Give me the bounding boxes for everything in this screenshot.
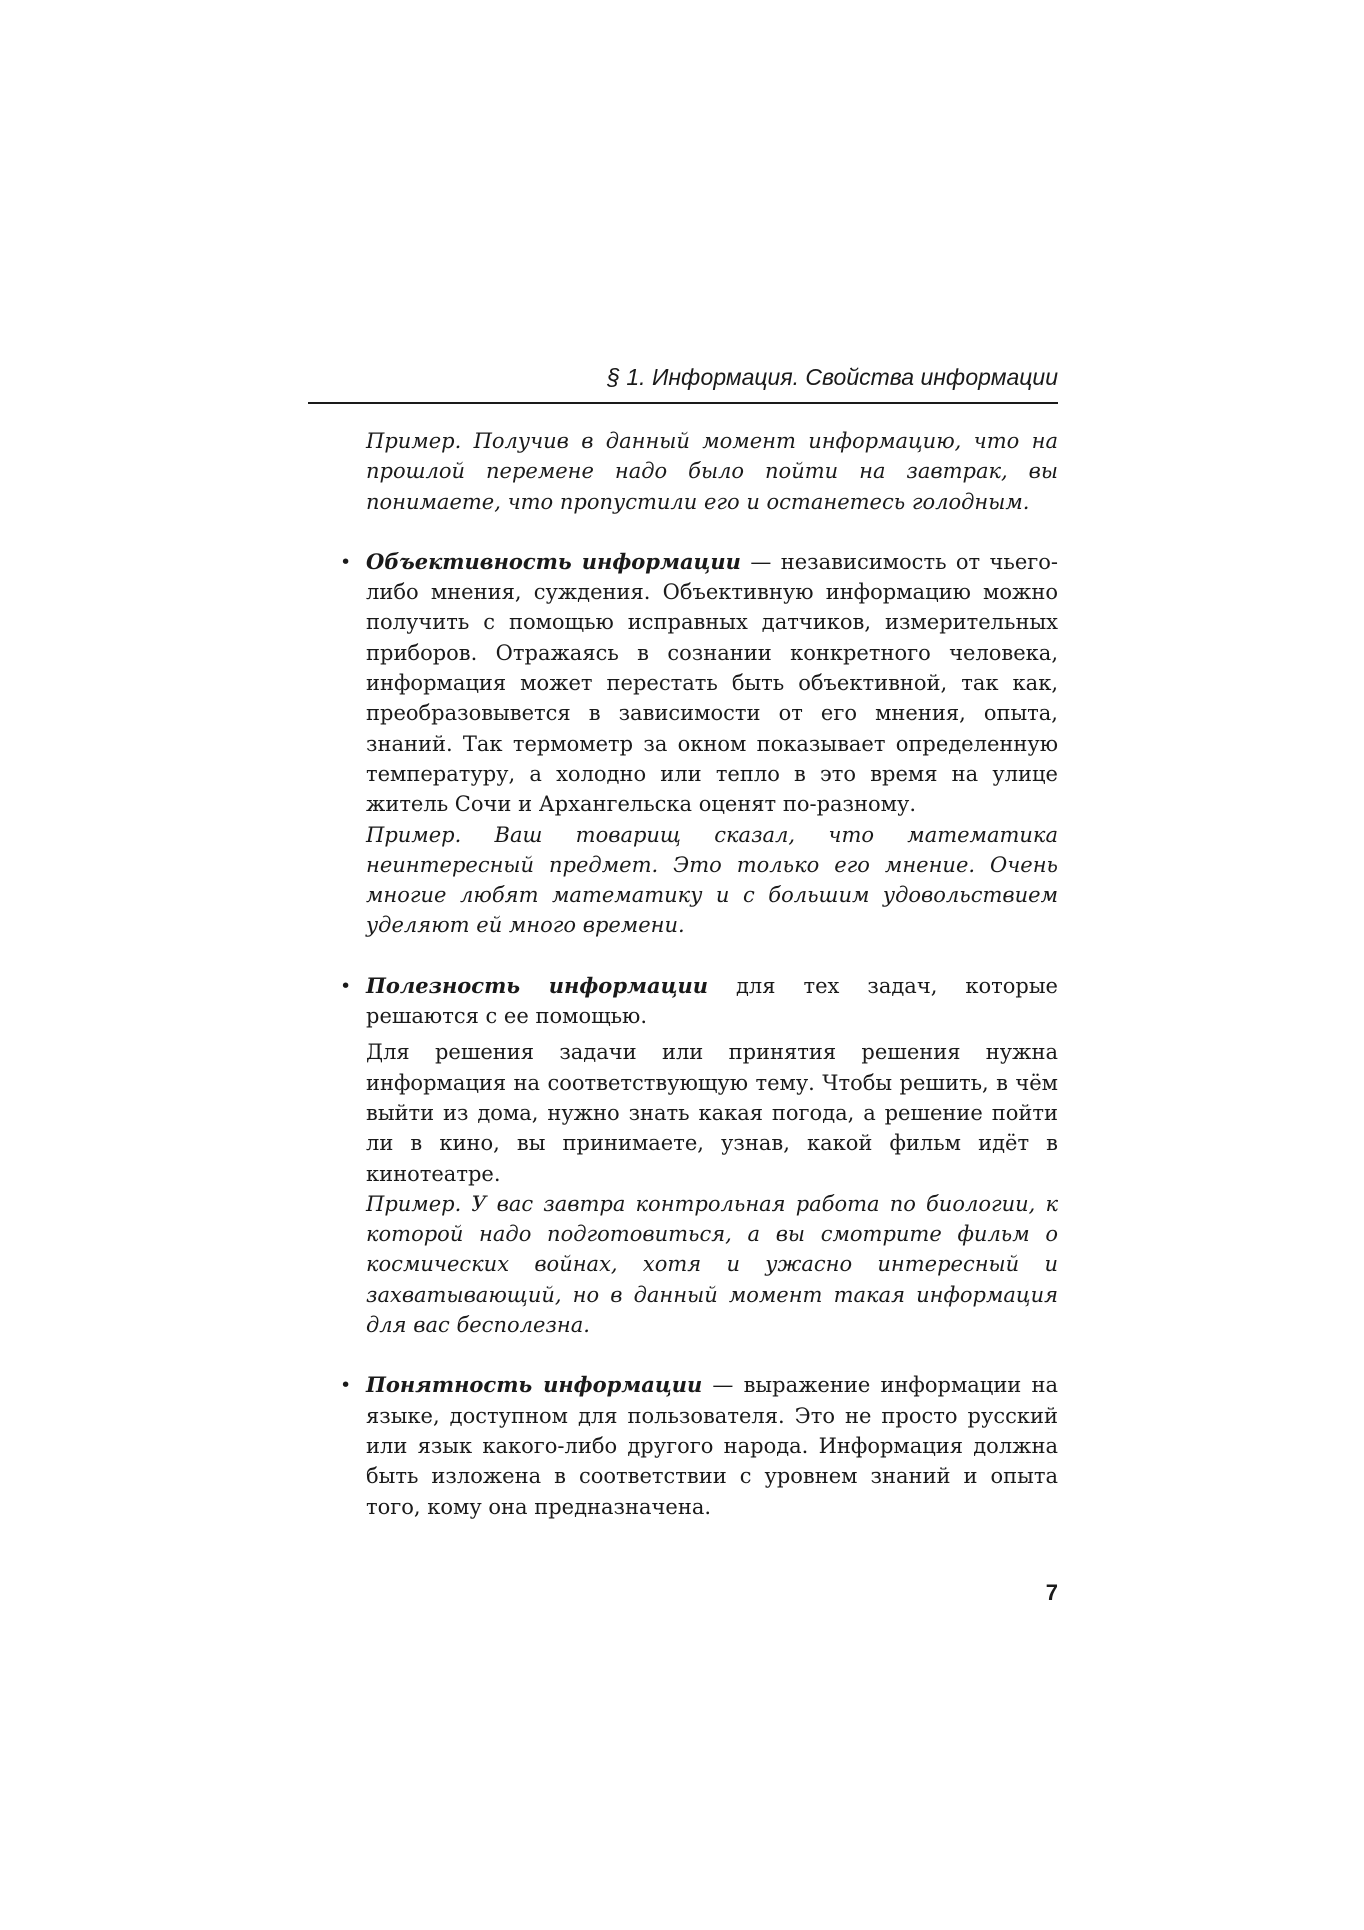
item-example: Пример. У вас завтра контрольная работа по биологии, к которой надо подготовиться, а вы смотрите фильм о космических войнах, хотя и ужасно интересный и захватывающий, но в данный момент такая информация для вас бесполезна. (366, 1191, 1058, 1338)
item-text: — выражение информации на языке, доступном для пользователя. Это не просто русский или язык какого-либо другого народа. Информация должна быть изложена в соответствии с уровнем знаний и опыта того, кому она предназначена. (366, 1373, 1058, 1519)
section-gap (366, 1340, 1058, 1370)
bullet-icon: • (340, 550, 352, 573)
list-item-clarity (340, 1370, 1058, 1521)
item-text: — независимость от чьего-либо мнения, суждения. Объективную информацию можно получить с помощью исправных датчиков, измерительных приборов. Отражаясь в сознании конкретного человека, информация может перестать быть объективной, так как, преобразовывется в зависимости от его мнения, опыта, знаний. Так термометр за окном показывает определенную температуру, а холодно или тепло в это время на улице житель Сочи и Архангельска оценят по-разному. (366, 549, 1059, 817)
item-example: Пример. Ваш товарищ сказал, что математика неинтересный предмет. Это только его мнение. Очень многие любят математику и с большим удовольствием уделяют ей много времени. (366, 822, 1058, 938)
list-item-usefulness (340, 971, 1058, 1341)
header-rule (308, 402, 1058, 404)
item-term: Объективность информации (366, 548, 741, 574)
item-term: Полезность информации (366, 972, 708, 998)
running-header: § 1. Информация. Свойства информации (607, 364, 1058, 390)
intro-example: Пример. Получив в данный момент информацию, что на прошлой перемене надо было пойти на завтрак, вы понимаете, что пропустили его и останетесь голодным. (366, 429, 1058, 514)
item-definition (366, 547, 1058, 820)
item-extra-paragraph: Для решения задачи или принятия решения нужна информация на соответствующую тему. Чтобы решить, в чём выйти из дома, нужно знать какая погода, а решение пойти ли в кино, вы принимаете, узнав, какой фильм идёт в кинотеатре. (366, 1040, 1058, 1186)
item-term: Понятность информации (366, 1372, 703, 1398)
item-definition (366, 1370, 1058, 1521)
item-text: для тех задач, которые решаются с ее помощью. (366, 973, 1058, 1029)
section-gap (366, 941, 1058, 971)
item-definition (366, 971, 1058, 1032)
page-number: 7 (1045, 1580, 1058, 1605)
bullet-icon: • (340, 974, 352, 997)
page-body (340, 426, 1059, 1522)
section-gap (366, 517, 1058, 547)
list-item-objectivity (340, 547, 1059, 941)
bullet-icon: • (340, 1374, 352, 1397)
